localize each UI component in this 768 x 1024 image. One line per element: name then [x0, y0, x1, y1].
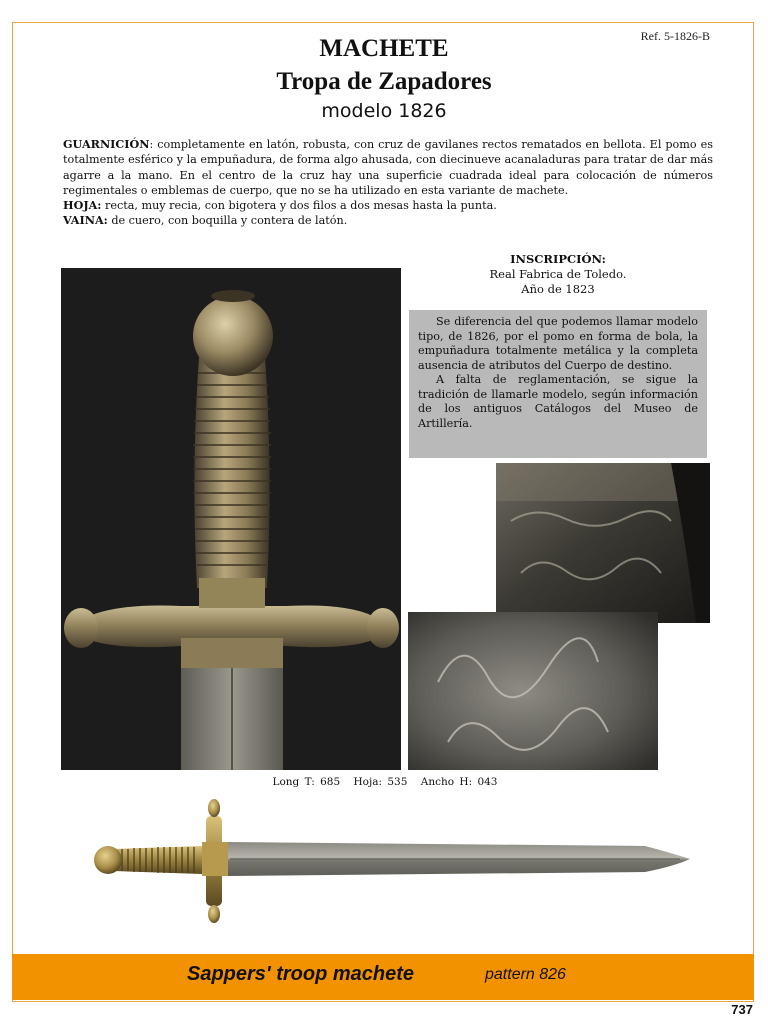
dimension-width: Ancho H: 043 [420, 776, 498, 788]
full-sword-photo [90, 796, 700, 926]
inscription-detail-photo-2 [408, 612, 658, 770]
note-paragraph-1: Se diferencia del que podemos llamar modelo tipo, de 1826, por el pomo en forma de bola, la empuñadura totalmente metálica y la completa ausencia de atributos del Cuerpo de destino. [418, 315, 698, 372]
dimension-blade: Hoja: 535 [353, 776, 408, 788]
inscription-block [418, 252, 698, 297]
vaina-paragraph [63, 213, 713, 228]
hoja-label: HOJA: [63, 198, 102, 213]
dimension-long-total: Long T: 685 [272, 776, 341, 788]
hilt-photo [61, 268, 401, 770]
inscription-line-2: Año de 1823 [521, 282, 595, 296]
vaina-label: VAINA: [63, 213, 108, 228]
dimensions-line [150, 776, 620, 788]
guarnicion-text: : completamente en latón, robusta, con cruz de gavilanes rectos rematados en bellota. El pomo es totalmente esférico y la empuñadura, de forma algo ahusada, con diecinueve acanaladuras para tratar de dar más agarre a la mano. En el centro de la cruz hay una superficie cuadrada ideal para colocación de números regimentales o emblemas de cuerpo, que no se ha utilizado en esta variante de machete. [63, 138, 713, 197]
inscription-heading: INSCRIPCIÓN: [510, 252, 606, 266]
note-box [409, 310, 707, 458]
description-block [63, 137, 713, 229]
reference-code: Ref. 5-1826-B [640, 29, 710, 43]
page-number: 737 [731, 1002, 753, 1017]
vaina-text: de cuero, con boquilla y contera de latón. [107, 214, 348, 228]
inscription-line-1: Real Fabrica de Toledo. [489, 267, 627, 281]
hoja-paragraph [63, 198, 713, 213]
page-title: MACHETE [319, 35, 449, 62]
hoja-text: recta, muy recia, con bigotera y dos filos a dos mesas hasta la punta. [101, 199, 497, 213]
guarnicion-paragraph [63, 137, 713, 198]
banner-subtitle: pattern 826 [485, 966, 566, 983]
model-year: modelo 1826 [321, 100, 447, 122]
inscription-detail-photo-1 [496, 463, 710, 623]
note-paragraph-2: A falta de reglamentación, se sigue la tradición de llamarle modelo, según información de los antiguos Catálogos del Museo de Artillería. [418, 373, 698, 430]
banner-title: Sappers' troop machete [187, 963, 415, 985]
page-subtitle: Tropa de Zapadores [276, 68, 492, 95]
guarnicion-label: GUARNICIÓN [63, 137, 150, 151]
